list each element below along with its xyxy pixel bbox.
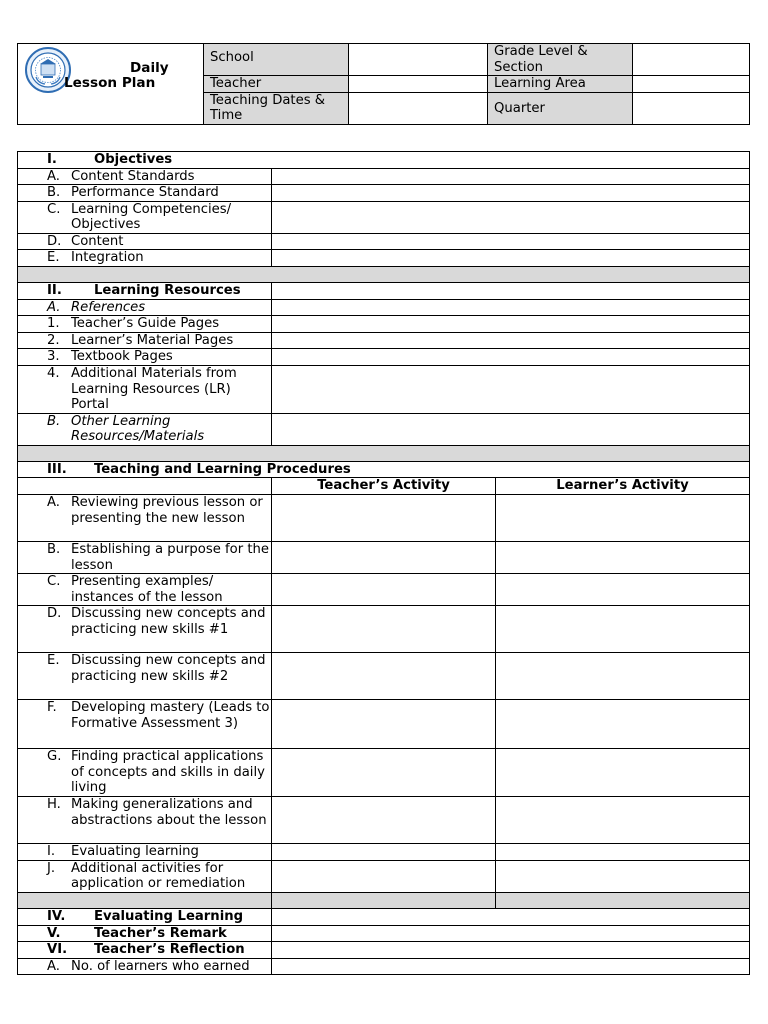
resource-row-label bbox=[18, 332, 272, 349]
section-evaluating-header bbox=[18, 909, 272, 926]
learner-activity-field[interactable] bbox=[496, 860, 750, 892]
teacher-activity-field[interactable] bbox=[272, 541, 496, 573]
section-resources-header bbox=[18, 283, 272, 300]
item-number: 4. bbox=[47, 365, 60, 381]
procedure-row-label bbox=[18, 797, 272, 844]
teacher-activity-field[interactable] bbox=[272, 494, 496, 541]
references-label bbox=[18, 299, 272, 316]
procedure-row-label bbox=[18, 749, 272, 797]
section-divider bbox=[18, 267, 750, 283]
evaluating-learning-field[interactable] bbox=[272, 909, 750, 926]
item-label: Discussing new concepts and practicing new skills #1 bbox=[71, 606, 266, 637]
procedure-row-label bbox=[18, 606, 272, 653]
item-letter: B. bbox=[47, 541, 61, 557]
learner-activity-field[interactable] bbox=[496, 653, 750, 700]
learning-area-label: Learning Area bbox=[488, 76, 633, 93]
section-reflection-header bbox=[18, 942, 272, 959]
reflection-row-label bbox=[18, 958, 272, 975]
section-number: IV. bbox=[47, 909, 66, 925]
title-cell bbox=[18, 44, 204, 125]
section-title: Teacher’s Remark bbox=[94, 925, 227, 941]
textbook-pages-field[interactable] bbox=[272, 349, 750, 366]
section-divider bbox=[272, 893, 496, 909]
item-letter: A. bbox=[47, 494, 60, 510]
learner-activity-field[interactable] bbox=[496, 700, 750, 749]
teacher-activity-field[interactable] bbox=[272, 606, 496, 653]
item-letter: A. bbox=[47, 168, 60, 184]
section-number: II. bbox=[47, 283, 62, 299]
item-number: 3. bbox=[47, 349, 60, 365]
integration-field[interactable] bbox=[272, 250, 750, 267]
item-letter: I. bbox=[47, 844, 56, 860]
section-number: V. bbox=[47, 925, 61, 941]
procedure-row-label bbox=[18, 541, 272, 573]
learning-area-field[interactable] bbox=[633, 76, 750, 93]
school-field[interactable] bbox=[349, 44, 488, 76]
item-letter: E. bbox=[47, 250, 60, 266]
teachers-reflection-field[interactable] bbox=[272, 942, 750, 959]
column-header-blank bbox=[18, 478, 272, 495]
objective-row-label bbox=[18, 201, 272, 233]
item-letter: C. bbox=[47, 574, 61, 590]
grade-level-label: Grade Level & Section bbox=[488, 44, 633, 76]
item-label: Integration bbox=[71, 250, 144, 266]
section-number: I. bbox=[47, 152, 57, 167]
section-procedures-header bbox=[18, 461, 750, 478]
title-daily: Daily bbox=[130, 60, 169, 76]
objective-row-label bbox=[18, 185, 272, 202]
item-letter: B. bbox=[47, 413, 61, 429]
resource-row-label bbox=[18, 316, 272, 333]
additional-materials-field[interactable] bbox=[272, 365, 750, 413]
item-label: References bbox=[71, 299, 146, 315]
item-letter: H. bbox=[47, 797, 61, 813]
item-letter: J. bbox=[47, 860, 56, 876]
procedure-row-label bbox=[18, 494, 272, 541]
item-letter: E. bbox=[47, 653, 60, 669]
item-label: Learning Competencies/ Objectives bbox=[71, 201, 232, 233]
teacher-activity-field[interactable] bbox=[272, 797, 496, 844]
item-label: Reviewing previous lesson or presenting the new lesson bbox=[71, 494, 263, 526]
learner-activity-field[interactable] bbox=[496, 606, 750, 653]
item-letter: G. bbox=[47, 749, 62, 765]
teaching-dates-label: Teaching Dates & Time bbox=[204, 92, 349, 124]
resource-row-label bbox=[18, 349, 272, 366]
learners-material-field[interactable] bbox=[272, 332, 750, 349]
teacher-activity-field[interactable] bbox=[272, 700, 496, 749]
item-label: Learner’s Material Pages bbox=[71, 332, 234, 348]
objective-row-label bbox=[18, 233, 272, 250]
quarter-field[interactable] bbox=[633, 92, 750, 124]
resource-row-label bbox=[18, 365, 272, 413]
section-divider bbox=[496, 893, 750, 909]
item-letter: F. bbox=[47, 700, 57, 716]
procedure-row-label bbox=[18, 844, 272, 861]
item-label: Finding practical applications of concepts and skills in daily living bbox=[71, 749, 265, 796]
quarter-label: Quarter bbox=[488, 92, 633, 124]
item-label: Presenting examples/ instances of the lesson bbox=[71, 574, 223, 605]
learner-activity-field[interactable] bbox=[496, 844, 750, 861]
item-label: Content bbox=[71, 233, 124, 249]
item-letter: B. bbox=[47, 185, 61, 201]
teacher-activity-field[interactable] bbox=[272, 860, 496, 892]
learning-competencies-field[interactable] bbox=[272, 201, 750, 233]
learner-activity-field[interactable] bbox=[496, 494, 750, 541]
procedure-row-label bbox=[18, 653, 272, 700]
section-objectives-header bbox=[18, 152, 750, 169]
item-letter: A. bbox=[47, 299, 61, 315]
teachers-guide-field[interactable] bbox=[272, 316, 750, 333]
teaching-dates-field[interactable] bbox=[349, 92, 488, 124]
section-title: Objectives bbox=[94, 152, 173, 167]
learning-resources-field[interactable] bbox=[272, 283, 750, 300]
learner-activity-field[interactable] bbox=[496, 574, 750, 606]
item-label: Other Learning Resources/Materials bbox=[71, 413, 205, 445]
item-label: Performance Standard bbox=[71, 185, 219, 201]
procedure-row-label bbox=[18, 574, 272, 606]
learner-activity-field[interactable] bbox=[496, 749, 750, 797]
section-remark-header bbox=[18, 925, 272, 942]
performance-standard-field[interactable] bbox=[272, 185, 750, 202]
section-divider bbox=[18, 893, 272, 909]
procedure-row-label bbox=[18, 860, 272, 892]
content-standards-field[interactable] bbox=[272, 168, 750, 185]
teacher-activity-field[interactable] bbox=[272, 749, 496, 797]
teacher-activity-field[interactable] bbox=[272, 653, 496, 700]
learners-activity-header: Learner’s Activity bbox=[496, 478, 750, 495]
teacher-activity-field[interactable] bbox=[272, 574, 496, 606]
header-table bbox=[17, 43, 750, 125]
section-title: Teaching and Learning Procedures bbox=[94, 461, 351, 477]
lesson-plan-table bbox=[17, 151, 750, 975]
title-lesson-plan: Lesson Plan bbox=[64, 75, 156, 91]
procedure-row-label bbox=[18, 700, 272, 749]
item-letter: D. bbox=[47, 606, 62, 622]
section-title: Evaluating Learning bbox=[94, 909, 244, 925]
grade-level-field[interactable] bbox=[633, 44, 750, 76]
item-label: Making generalizations and abstractions about the lesson bbox=[71, 797, 267, 828]
objective-row-label bbox=[18, 250, 272, 267]
section-number: VI. bbox=[47, 942, 68, 958]
teacher-activity-field[interactable] bbox=[272, 844, 496, 861]
teacher-field[interactable] bbox=[349, 76, 488, 93]
other-resources-label bbox=[18, 413, 272, 445]
item-letter: C. bbox=[47, 201, 61, 217]
learners-earned-field[interactable] bbox=[272, 958, 750, 975]
item-label: Evaluating learning bbox=[71, 844, 199, 860]
item-number: 2. bbox=[47, 332, 60, 348]
learner-activity-field[interactable] bbox=[496, 797, 750, 844]
item-letter: D. bbox=[47, 233, 62, 249]
section-number: III. bbox=[47, 461, 67, 477]
item-letter: A. bbox=[47, 958, 60, 974]
item-label: No. of learners who earned bbox=[71, 958, 250, 974]
item-label: Developing mastery (Leads to Formative Assessment 3) bbox=[71, 700, 270, 731]
references-field[interactable] bbox=[272, 299, 750, 316]
item-label: Discussing new concepts and practicing new skills #2 bbox=[71, 653, 266, 684]
item-label: Additional Materials from Learning Resources (LR) Portal bbox=[71, 365, 237, 413]
teachers-remark-field[interactable] bbox=[272, 925, 750, 942]
item-label: Establishing a purpose for the lesson bbox=[71, 541, 269, 573]
item-label: Content Standards bbox=[71, 168, 195, 184]
item-number: 1. bbox=[47, 316, 60, 332]
school-label: School bbox=[204, 44, 349, 76]
item-label: Additional activities for application or remediation bbox=[71, 860, 246, 892]
other-resources-field[interactable] bbox=[272, 413, 750, 445]
teacher-label: Teacher bbox=[204, 76, 349, 93]
item-label: Textbook Pages bbox=[71, 349, 173, 365]
content-field[interactable] bbox=[272, 233, 750, 250]
learner-activity-field[interactable] bbox=[496, 541, 750, 573]
item-label: Teacher’s Guide Pages bbox=[71, 316, 220, 332]
teachers-activity-header: Teacher’s Activity bbox=[272, 478, 496, 495]
objective-row-label bbox=[18, 168, 272, 185]
section-title: Teacher’s Reflection bbox=[94, 942, 245, 958]
section-divider bbox=[18, 445, 750, 461]
section-title: Learning Resources bbox=[94, 283, 241, 299]
